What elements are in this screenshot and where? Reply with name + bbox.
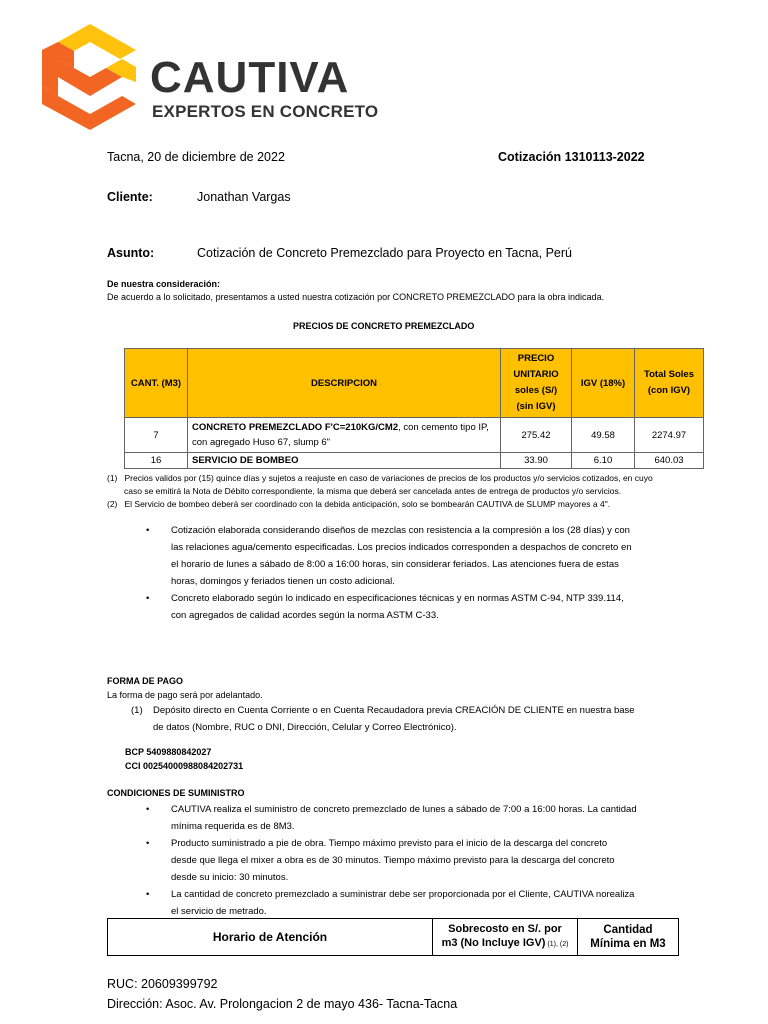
supply-list (146, 801, 666, 920)
header-igv: IGV (18%) (572, 349, 635, 418)
notes (107, 472, 653, 511)
list-item: • Cotización elaborada considerando diseños de mezclas con resistencia a la compresión a los (28 días) y con las relaciones agua/cemento especificadas. Los precios indicados corresponden a despachos de concreto en el horario de lunes a sábado de 8:00 a 16:00 horas, sin considerar feriados. Las atenciones fuera de estas horas, domingos y feriados tienen un costo adicional. (146, 522, 666, 590)
bullet-icon: • (146, 525, 150, 536)
supply-title: CONDICIONES DE SUMINISTRO (107, 788, 245, 798)
bullet-icon: • (146, 593, 150, 604)
place-date: Tacna, 20 de diciembre de 2022 (107, 150, 285, 164)
row-total: 640.03 (635, 453, 704, 469)
list-item: • La cantidad de concreto premezclado a suministrar debe ser proporcionada por el Cliente, CAUTIVA norealiza el servicio de metrado. (146, 886, 666, 920)
note-2: (2) El Servicio de bombeo deberá ser coordinado con la debida anticipación, solo se bombearán CAUTIVA de SLUMP mayores a 4". (107, 499, 611, 509)
list-item: • Producto suministrado a pie de obra. Tiempo máximo previsto para el inicio de la descarga del concreto desde que llega el mixer a obra es de 30 minutos. Tiempo máximo previsto para la descarga del concreto desde su inicio: 30 minutos. (146, 835, 666, 886)
header-qty: CANT. (M3) (125, 349, 188, 418)
row-qty: 7 (125, 418, 188, 453)
footer-ruc: RUC: 20609399792 (107, 977, 218, 991)
bullet-icon: • (146, 804, 150, 815)
row-unit-price: 33.90 (501, 453, 572, 469)
bullet-icon: • (146, 838, 150, 849)
bullet-icon: • (146, 889, 150, 900)
header-total: Total Soles (con IGV) (635, 349, 704, 418)
schedule-table-header (108, 919, 679, 956)
bank-cci: CCI 00254000988084202731 (125, 761, 244, 771)
header-unit-price: PRECIO UNITARIO soles (S/) (sin IGV) (501, 349, 572, 418)
header-schedule: Horario de Atención (108, 919, 433, 956)
schedule-table (107, 918, 679, 956)
row-total: 2274.97 (635, 418, 704, 453)
row-igv: 6.10 (572, 453, 635, 469)
list-item: • CAUTIVA realiza el suministro de concreto premezclado de lunes a sábado de 7:00 a 16:00 horas. La cantidad mínima requerida es de 8M3. (146, 801, 666, 835)
payment-title: FORMA DE PAGO (107, 676, 183, 686)
table-row (125, 453, 704, 469)
row-qty: 16 (125, 453, 188, 469)
price-table-title: PRECIOS DE CONCRETO PREMEZCLADO (293, 321, 475, 331)
row-unit-price: 275.42 (501, 418, 572, 453)
table-row (125, 418, 704, 453)
greeting: De nuestra consideración: (107, 279, 221, 289)
row-description: CONCRETO PREMEZCLADO F'C=210KG/CM2, con cemento tipo IP, con agregado Huso 67, slump 6" (188, 418, 501, 453)
note-1: (1) Precios validos por (15) quince días y sujetos a reajuste en caso de variaciones de precios de los productos y/o servicios cotizados, en cuyo caso se emitirá la Nota de Débito correspondiente, la misma que deberá ser cancelada antes de entrega de productos y/o servicios. (107, 473, 653, 496)
price-table (124, 348, 704, 469)
cautiva-logo-icon (40, 22, 140, 132)
bank-bcp: BCP 5409880842027 (125, 747, 212, 757)
brand-name: CAUTIVA (150, 53, 350, 102)
subject-label: Asunto: (107, 246, 155, 260)
payment-text: La forma de pago será por adelantado. (107, 690, 263, 700)
brand-tagline: EXPERTOS EN CONCRETO (152, 102, 379, 121)
header-min-quantity: Cantidad Mínima en M3 (578, 919, 679, 956)
quote-number: Cotización 1310113-2022 (498, 150, 645, 164)
row-description: SERVICIO DE BOMBEO (188, 453, 501, 469)
intro-text: De acuerdo a lo solicitado, presentamos a usted nuestra cotización por CONCRETO PREMEZCLADO para la obra indicada. (107, 292, 605, 302)
list-item: • Concreto elaborado según lo indicado en especificaciones técnicas y en normas ASTM C-94, NTP 339.114, con agregados de calidad acordes según la norma ASTM C-33. (146, 590, 666, 624)
header-surcharge: Sobrecosto en S/. por m3 (No Incluye IGV) (1), (2) (433, 919, 578, 956)
client-name: Jonathan Vargas (197, 190, 291, 204)
header-description: DESCRIPCION (188, 349, 501, 418)
subject-text: Cotización de Concreto Premezclado para Proyecto en Tacna, Perú (197, 246, 572, 260)
row-igv: 49.58 (572, 418, 635, 453)
conditions-list (146, 522, 666, 624)
price-table-header (125, 349, 704, 418)
payment-item: (1) Depósito directo en Cuenta Corriente o en Cuenta Recaudadora previa CREACIÓN DE CLIENTE en nuestra base de datos (Nombre, RUC o DNI, Dirección, Celular y Correo Electrónico). (131, 705, 635, 733)
client-label: Cliente: (107, 190, 153, 204)
footer-address: Dirección: Asoc. Av. Prolongacion 2 de mayo 436- Tacna-Tacna (107, 997, 458, 1011)
